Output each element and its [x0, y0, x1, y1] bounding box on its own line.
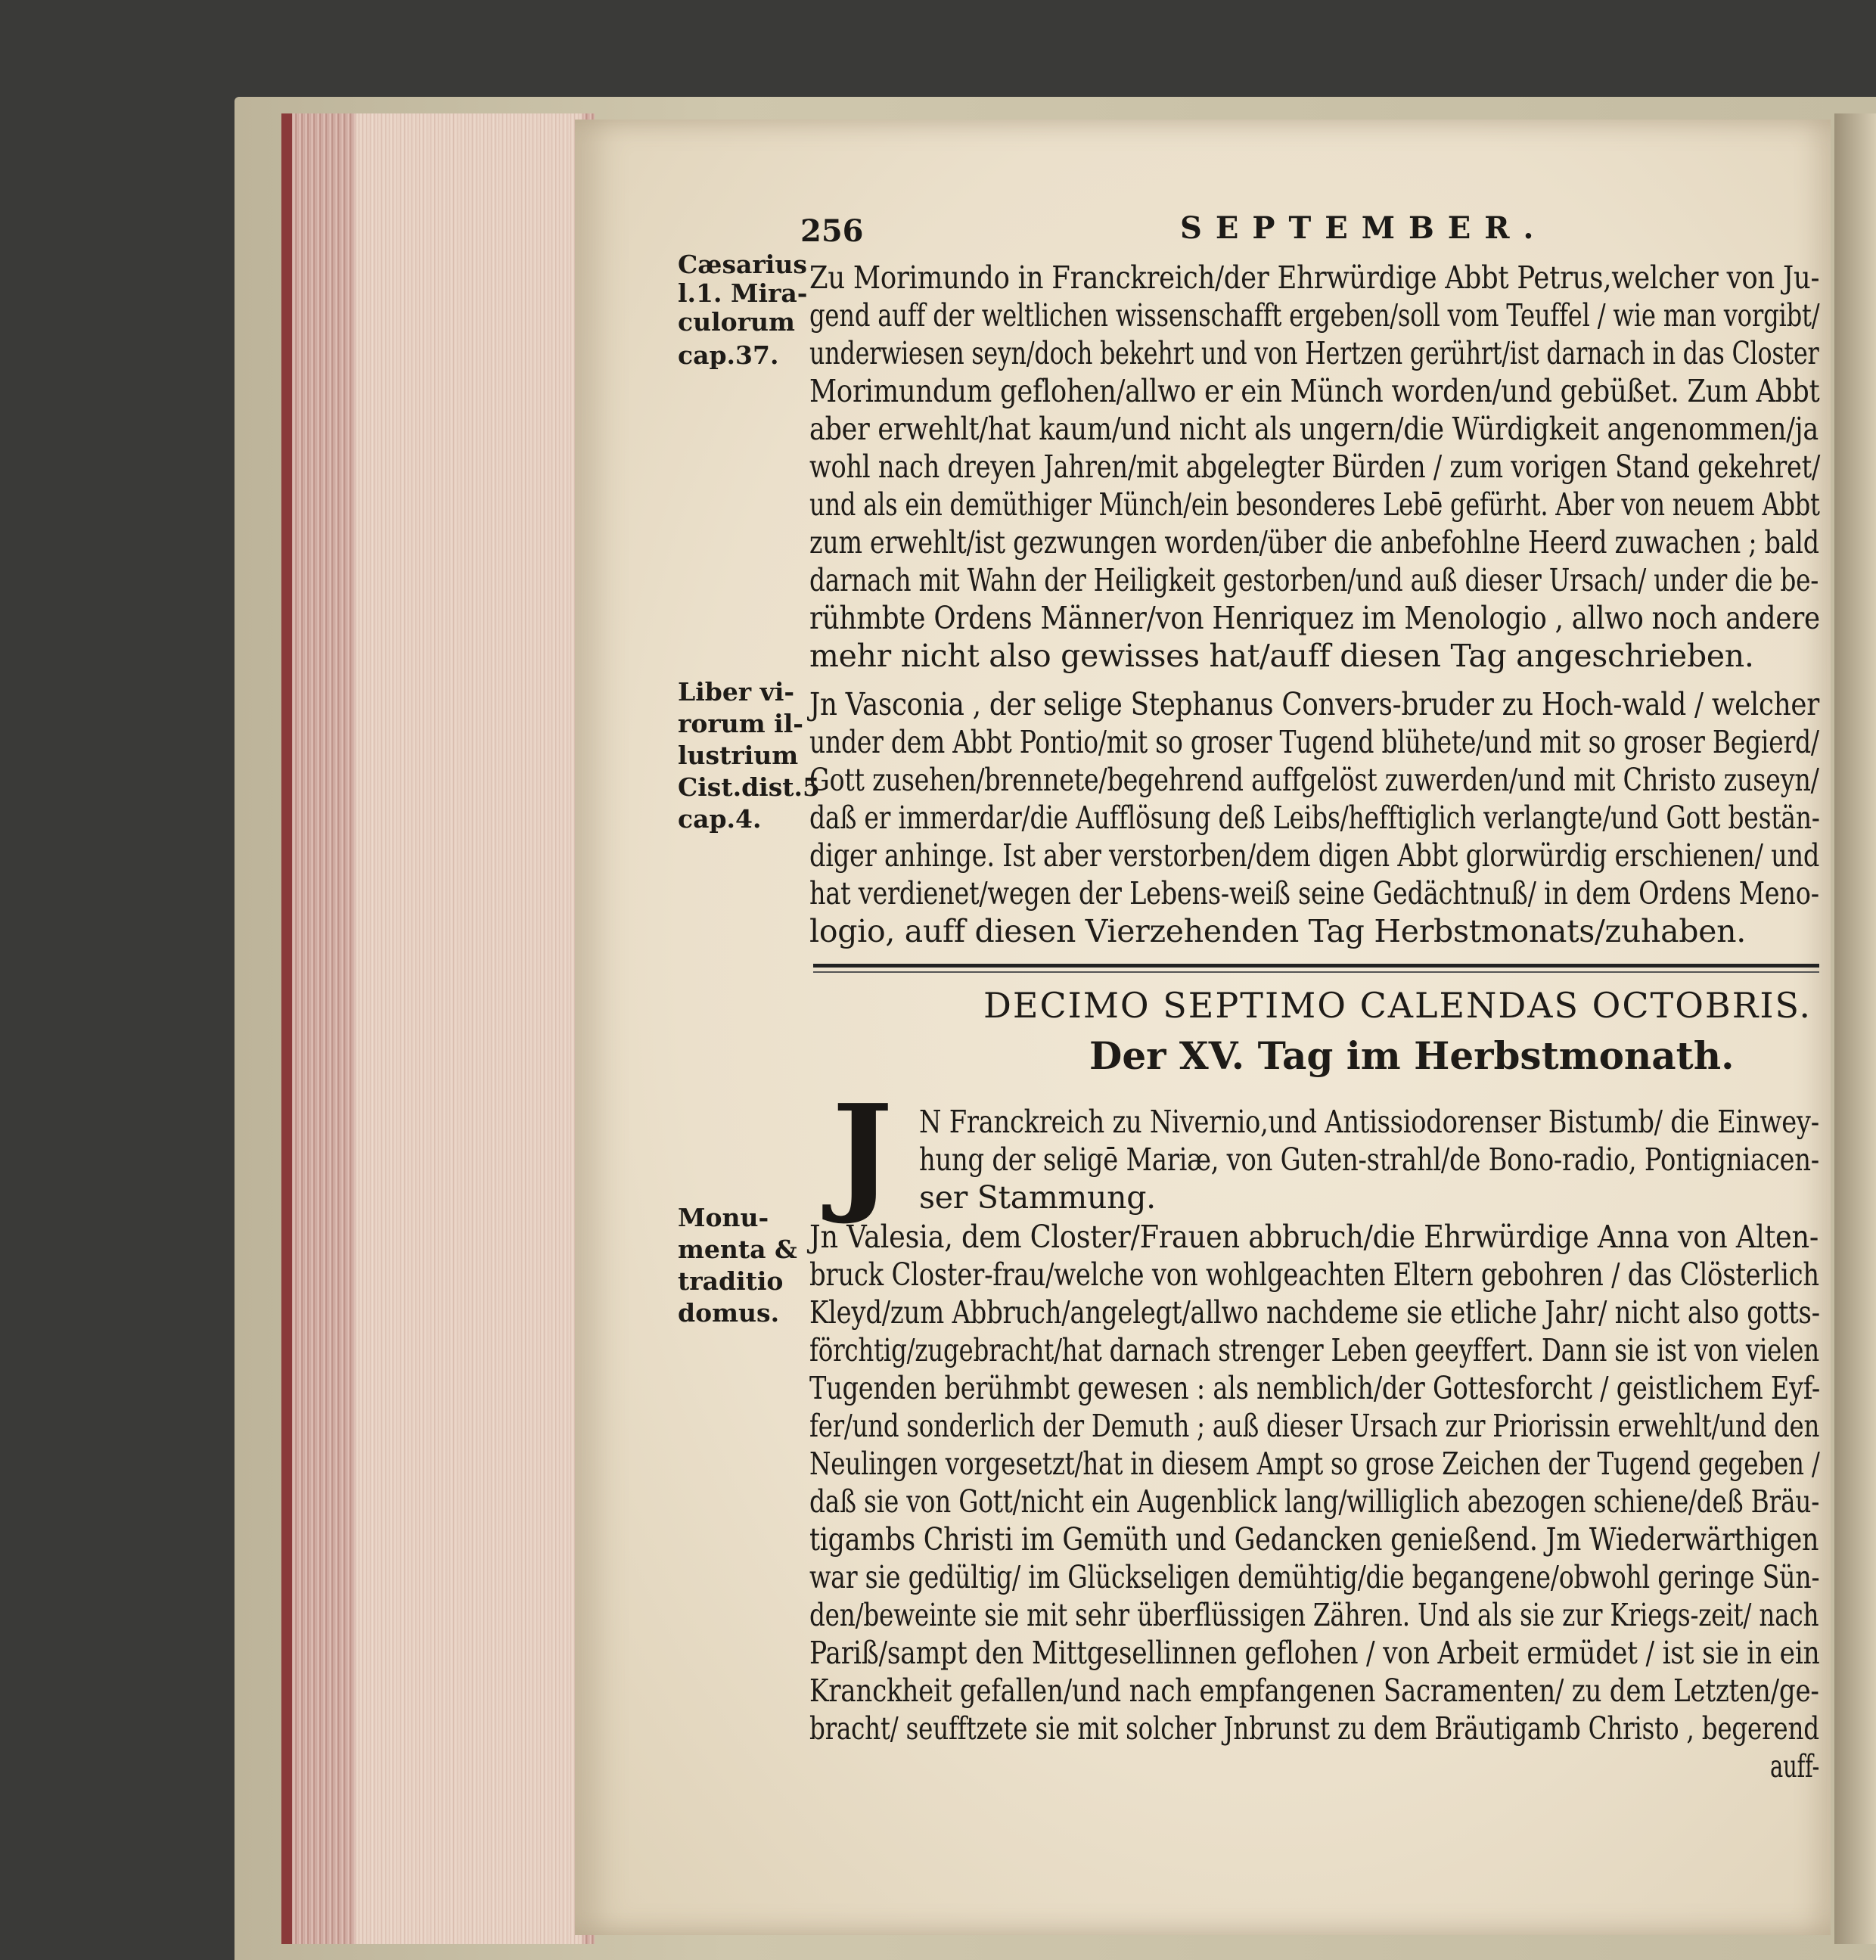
drop-cap: J — [831, 1076, 893, 1228]
margin-note-line: culorum — [678, 307, 795, 337]
text-line: diger anhinge. Ist aber verstorben/dem digen Abbt glorwürdig erschienen/ und — [809, 837, 1820, 874]
text-line: Jn Vasconia , der selige Stephanus Convers-bruder zu Hoch-wald / welcher — [809, 686, 1820, 722]
margin-note-line: cap.4. — [678, 804, 762, 834]
text-line: Tugenden berühmbt gewesen : als nemblich/der Gottesforcht / geistlichem Eyf- — [809, 1370, 1820, 1406]
text-line: underwiesen seyn/doch bekehrt und von Hertzen gerührt/ist darnach in das Closter — [809, 335, 1819, 371]
text-line: daß er immerdar/die Aufflösung deß Leibs/hefftiglich verlangte/und Gott bestän- — [809, 800, 1820, 836]
margin-note-line: rorum il- — [678, 709, 803, 738]
text-line: rühmbte Ordens Männer/von Henriquez im Menologio , allwo noch andere — [809, 600, 1820, 636]
text-line: ser Stammung. — [919, 1179, 1156, 1216]
text-line: hung der seligē Mariæ, von Guten-strahl/de Bono-radio, Pontigniacen- — [919, 1142, 1819, 1178]
text-line: Morimundum geflohen/allwo er ein Münch worden/und gebüßet. Zum Abbt — [809, 373, 1820, 409]
margin-note-line: traditio — [678, 1266, 784, 1296]
text-line: und als ein demüthiger Münch/ein besonderes Lebē gefürht. Aber von neuem Abbt — [809, 486, 1820, 523]
text-line: den/beweinte sie mit sehr überflüssigen Zähren. Und als sie zur Kriegs-zeit/ nach — [809, 1597, 1819, 1633]
text-line: wohl nach dreyen Jahren/mit abgelegter Bürden / zum vorigen Stand gekehret/ — [809, 449, 1821, 485]
text-line: bracht/ seufftzete sie mit solcher Jnbrunst zu dem Bräutigamb Christo , begerend — [809, 1710, 1819, 1747]
margin-note-line: menta & — [678, 1235, 797, 1264]
text-line: fer/und sonderlich der Demuth ; auß dieser Ursach zur Priorissin erwehlt/und den — [809, 1408, 1820, 1444]
text-line: under dem Abbt Pontio/mit so groser Tugend blühete/und mit so groser Begierd/ — [809, 724, 1819, 760]
text-line: Zu Morimundo in Franckreich/der Ehrwürdige Abbt Petrus,welcher von Ju- — [809, 259, 1820, 296]
margin-note-line: lustrium — [678, 741, 799, 770]
margin-note-line: Cæsarius — [678, 250, 807, 279]
text-line: Pariß/sampt den Mittgesellinnen geflohen / von Arbeit ermüdet / ist sie in ein — [809, 1635, 1820, 1671]
text-line: daß sie von Gott/nicht ein Augenblick lang/williglich abezogen schiene/deß Bräu- — [809, 1483, 1820, 1520]
text-line: Gott zusehen/brennete/begehrend auffgelöst zuwerden/und mit Christo zuseyn/ — [809, 762, 1819, 798]
text-line: Neulingen vorgesetzt/hat in diesem Ampt so grose Zeichen der Tugend gegeben / — [809, 1446, 1820, 1482]
margin-note-line: Liber vi- — [678, 677, 795, 707]
text-line: tigambs Christi im Gemüth und Gedancken genießend. Jm Wiederwärthigen — [809, 1521, 1819, 1558]
margin-note-line: domus. — [678, 1298, 780, 1328]
text-line: N Franckreich zu Nivernio,und Antissiodorenser Bistumb/ die Einwey- — [919, 1104, 1819, 1140]
text-line: zum erwehlt/ist gezwungen worden/über die anbefohlne Heerd zuwachen ; bald — [809, 524, 1819, 561]
text-line: darnach mit Wahn der Heiligkeit gestorben/und auß dieser Ursach/ under die be- — [809, 562, 1819, 598]
section-divider-thin — [813, 971, 1819, 973]
text-line: logio, auff diesen Vierzehenden Tag Herbstmonats/zuhaben. — [809, 913, 1746, 949]
text-line: bruck Closter-frau/welche von wohlgeachten Eltern gebohren / das Clösterlich — [809, 1256, 1819, 1293]
margin-note-line: Cist.dist.5 — [678, 772, 820, 802]
margin-note-line: l.1. Mira- — [678, 278, 808, 308]
feast-title-latin: DECIMO SEPTIMO CALENDAS OCTOBRIS. — [983, 985, 1812, 1026]
feast-title-german: Der XV. Tag im Herbstmonath. — [1089, 1033, 1735, 1078]
text-line: förchtig/zugebracht/hat darnach strenger Leben geeyffert. Dann sie ist von vielen — [809, 1332, 1819, 1368]
catchword: auff- — [1770, 1748, 1820, 1785]
text-line: Kranckheit gefallen/und nach empfangenen Sacramenten/ zu dem Letzten/ge- — [809, 1673, 1819, 1709]
text-line: gend auff der weltlichen wissenschafft ergeben/soll vom Teuffel / wie man vorgibt/ — [809, 297, 1820, 334]
text-line: Jn Valesia, dem Closter/Frauen abbruch/die Ehrwürdige Anna von Alten- — [809, 1219, 1819, 1255]
text-line: mehr nicht also gewisses hat/auff diesen Tag angeschrieben. — [809, 638, 1754, 674]
facing-page-edge — [1834, 113, 1876, 1944]
page-edges-inner — [356, 113, 582, 1944]
running-title: SEPTEMBER. — [1180, 210, 1548, 246]
page-number: 256 — [800, 213, 864, 249]
text-line: hat verdienet/wegen der Lebens-weiß seine Gedächtnuß/ in dem Ordens Meno- — [809, 875, 1819, 912]
margin-note-line: cap.37. — [678, 340, 779, 370]
section-divider — [813, 964, 1819, 968]
margin-note-line: Monu- — [678, 1203, 769, 1232]
text-line: war sie gedültig/ im Glückseligen demühtig/die begangene/obwohl geringe Sün- — [809, 1559, 1820, 1595]
text-line: aber erwehlt/hat kaum/und nicht als ungern/die Würdigkeit angenommen/ja — [809, 411, 1819, 447]
text-line: Kleyd/zum Abbruch/angelegt/allwo nachdeme sie etliche Jahr/ nicht also gotts- — [809, 1294, 1820, 1331]
